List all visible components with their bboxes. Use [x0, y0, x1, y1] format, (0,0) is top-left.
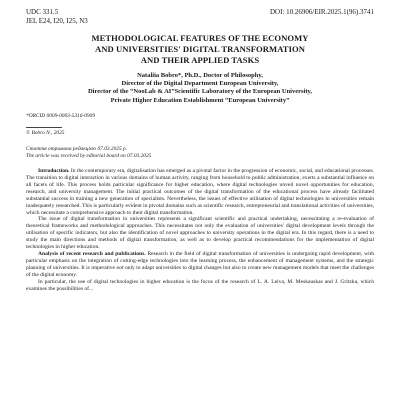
received-date-en: The article was received by editorial board on 07.03.2025	[26, 152, 152, 159]
article-title	[26, 33, 374, 66]
paragraph	[26, 168, 374, 217]
paragraph-lead: Introduction.	[38, 167, 70, 174]
paragraph-text: In particular, the use of digital technologies in higher education is the focus of the research of L. A. Leiva, M. Meskauskas and J. Gritzka, which examines the possibilities of...	[26, 279, 374, 293]
orcid[interactable]: *ORCID 0009-0003-5316-0909	[26, 112, 96, 119]
received-date-uk: Стаття отримана редакцією 07.03.2025 р.	[26, 145, 128, 152]
divider	[26, 127, 62, 128]
author-line: Director of the Digital Department European University,	[121, 80, 279, 88]
author-affiliation	[26, 72, 374, 105]
article-header	[26, 8, 374, 25]
received-dates	[26, 146, 374, 160]
paragraph	[26, 251, 374, 279]
copyright-text: © Bobro N., 2025	[26, 129, 65, 136]
classification-codes	[26, 8, 88, 25]
paragraph	[26, 216, 374, 251]
article-body	[26, 168, 374, 293]
paragraph-text: In the contemporary era, digitalisation has emerged as a pivotal factor in the progression of economic, social, and educational processes. The transition to digital interaction in various domains of human activity, ranging from household to public administration, exerts a substantial influence on all facets of life. This process holds particular significance for higher education, where digital technologies unveil novel opportunities for education, research, and university management. The initial practical outcomes of the digital transformation of the educational process have already facilitated substantial success in training a new generation of specialists. Nevertheless, the issues of effective utilisation of digital technologies in universities remain inadequately researched. This is particularly evident in pivotal domains such as scientific research, entrepreneurial and translational activities of universities, which necessitate a comprehensive approach to their digital transformation.	[26, 167, 374, 216]
paragraph-lead: Analysis of recent research and publications.	[38, 251, 146, 258]
paragraph	[26, 279, 374, 293]
author-line: Director of the “NooLab & AI”Scientific Laboratory of the European University,	[87, 88, 313, 96]
title-line: METHODOLOGICAL FEATURES OF THE ECONOMY	[91, 33, 309, 43]
jel-codes: JEL E24, I20, I25, N3	[26, 16, 88, 25]
paragraph-text: The issue of digital transformation in universities represents a significant scientific and practical undertaking, necessitating a re-evaluation of theoretical frameworks and methodological approaches. This necessitates not only the evaluation of universities' digital development levels through the utilisation of specific indicators, but also the identification of novel approaches to university operations in the digital era. In this regard, there is a need to study the main directions and methods of digital transformation, as well as to develop practical recommendations for the implementation of digital technologies in higher education.	[26, 216, 374, 251]
doi[interactable]: DOI: 10.26906/EIR.2025.1(96).3741	[269, 8, 374, 16]
author-line: Nataliia Bobro*, Ph.D., Doctor of Philosophy,	[137, 72, 263, 79]
copyright-notice	[26, 127, 374, 136]
author-line: Private Higher Education Establishment “European University”	[110, 96, 290, 104]
udc-code: UDC 331.5	[26, 8, 59, 16]
title-line: AND THEIR APPLIED TASKS	[140, 55, 260, 65]
title-line: AND UNIVERSITIES' DIGITAL TRANSFORMATION	[95, 44, 305, 54]
paragraph-text: Research in the field of digital transformation of universities is undergoing rapid development, with particular emphasis on the integration of cutting-edge technologies into the learning process, the enhancement of management systems, and the strategic planning of universities. It is imperative not only to adapt universities to digital changes but also to create new management models that meet the challenges of the digital economy.	[26, 251, 374, 279]
